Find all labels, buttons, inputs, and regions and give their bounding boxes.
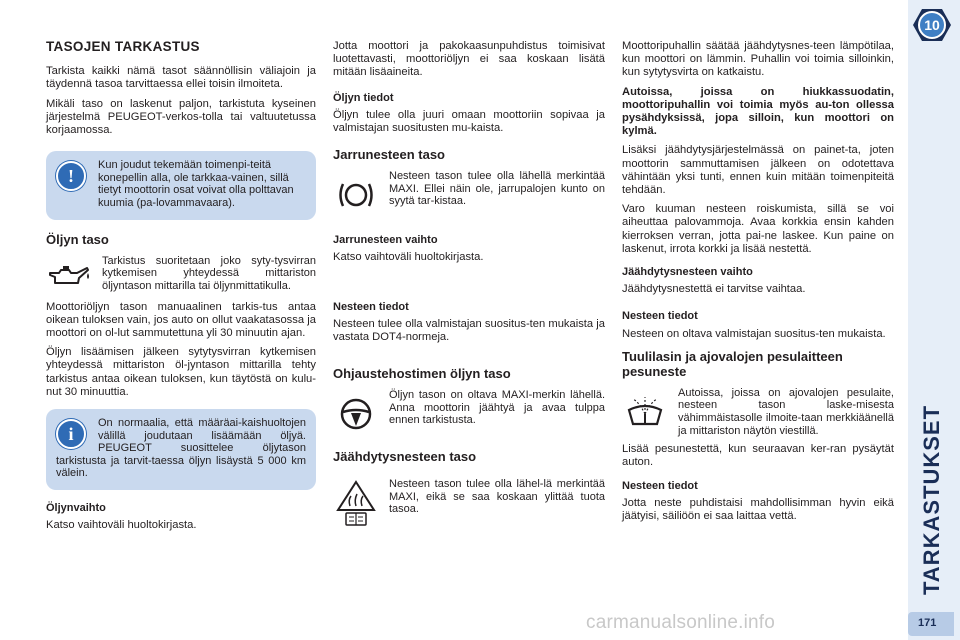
oil-level-text: Tarkistus suoritetaan joko syty-tysvirran kytkemisen yhteydessä mittariston öljyntason mittarilla tai öljynmittatikulla. <box>102 254 316 292</box>
washer-top-up-paragraph: Lisää pesunestettä, kun seuraavan ker-ran pysäytät auton. <box>622 443 894 469</box>
info-note-text: On normaalia, että määräai-kaishuoltojen välillä joudutaan lisäämään öljyä. PEUGEOT suosittelee öljytason tarkistusta ja tarvit-taessa öljyn lisäystä 5 000 km välein. <box>56 417 306 480</box>
warning-note <box>46 151 316 219</box>
washer-fluid-icon <box>622 387 668 437</box>
oil-level-block <box>46 255 316 295</box>
oil-top-up-paragraph: Öljyn lisäämisen jälkeen sytytysvirran kytkemisen yhteydessä mittariston öl-jyntason mittarilla tehty tarkistus antaa oikean tuloksen, kun täytöstä on kulu-nut 30 minuuttia. <box>46 346 316 398</box>
brake-fluid-text: Nesteen tason tulee olla lähellä merkintää MAXI. Ellei näin ole, jarrupalojen kunto on syytä tar-kistaa. <box>389 170 605 208</box>
coolant-level-block <box>333 478 605 528</box>
washer-fluid-text: Autoissa, joissa on ajovalojen pesulaite, nesteen tason laske-misesta vähimmäistasolle ilmoite-taan merkkiäänellä ja mittariston näytön viestillä. <box>678 386 894 437</box>
column-3 <box>622 40 894 529</box>
brake-fluid-info-text: Nesteen tulee olla valmistajan suositus-ten mukaista ja vastata DOT4-normeja. <box>333 317 605 344</box>
brake-fluid-block <box>333 170 605 220</box>
power-steering-text: Öljyn tason on oltava MAXI-merkin lähellä. Anna moottorin jäähtyä ja avaa tulppa ennen tarkistusta. <box>389 389 605 427</box>
washer-info-heading: Nesteen tiedot <box>622 479 698 492</box>
coolant-info-text: Nesteen on oltava valmistajan suositus-ten mukaista. <box>622 327 886 340</box>
coolant-level-heading: Jäähdytysnesteen taso <box>333 449 477 465</box>
oil-level-heading: Öljyn taso <box>46 231 109 247</box>
intro-paragraph: Tarkista kaikki nämä tasot säännöllisin väliajoin ja täydennä tasoa tarvittaessa ellei toisin ilmoiteta. <box>46 65 316 91</box>
hot-fluid-paragraph: Varo kuuman nesteen roiskumista, sillä se voi aiheuttaa palovammoja. Avaa korkkia ensin kahden kierroksen verran, jotta pai-ne laskee. Kun paine on laskenut, irrota korkki ja lisää nestettä. <box>622 203 894 255</box>
coolant-change-text: Jäähdytysnestettä ei tarvitse vaihtaa. <box>622 283 806 296</box>
oil-info-text: Öljyn tulee olla juuri omaan moottoriin sopivaa ja valmistajan suositusten mu-kaista. <box>333 108 605 135</box>
page-number: 171 <box>918 617 937 629</box>
page-title: TASOJEN TARKASTUS <box>46 39 200 54</box>
warning-icon: ! <box>56 161 86 191</box>
chapter-title-text: TARKASTUKSET <box>919 404 944 596</box>
additives-paragraph: Jotta moottori ja pakokaasunpuhdistus toimisivat luotettavasti, moottoriöljyn ei saa koskaan lisätä mitään lisäaineita. <box>333 40 605 79</box>
coolant-level-text: Nesteen tason tulee olla lähel-lä merkintää MAXI, eikä se saa koskaan ylittää tuota tasoa. <box>389 478 605 516</box>
steering-wheel-icon <box>333 389 379 439</box>
washer-fluid-block <box>622 387 894 437</box>
power-steering-heading: Ohjaustehostimen öljyn taso <box>333 366 511 382</box>
warning-note-text: Kun joudut tekemään toimenpi-teitä konepellin alla, ole tarkkaa-vainen, sillä tietyt moottorin osat voivat olla polttavan kuumia (pa-lovammavaara). <box>98 159 294 209</box>
oil-change-heading: Öljynvaihto <box>46 501 106 514</box>
coolant-change-heading: Jäähdytysnesteen vaihto <box>622 266 753 279</box>
pressure-paragraph: Lisäksi jäähdytysjärjestelmässä on painet-ta, joten moottorin sammuttamisen jälkeen on odotettava vähintään yksi tunti, ennen kuin mitään toimenpiteitä tehdään. <box>622 144 894 197</box>
oil-info-heading: Öljyn tiedot <box>333 91 394 104</box>
chapter-badge <box>910 6 954 44</box>
chapter-number: 10 <box>924 17 940 33</box>
coolant-info-heading: Nesteen tiedot <box>622 310 698 323</box>
washer-fluid-heading: Tuulilasin ja ajovalojen pesulaitteen pesuneste <box>622 348 843 379</box>
washer-info-text: Jotta neste puhdistaisi mahdollisimman hyvin eikä jäätyisi, säiliöön ei saa laittaa vettä. <box>622 496 894 523</box>
brake-fluid-change-heading: Jarrunesteen vaihto <box>333 234 438 247</box>
info-note <box>46 409 316 490</box>
intro-paragraph-2: Mikäli taso on laskenut paljon, tarkistuta kyseinen järjestelmä PEUGEOT-verkos-tolla tai valtuutetussa korjaamossa. <box>46 97 316 137</box>
particle-filter-paragraph: Autoissa, joissa on hiukkassuodatin, moottoripuhallin voi toimia myös au-ton ollessa pysähdyksissä, jopa silloin, kun moottori on kylmä. <box>622 85 894 138</box>
info-icon: i <box>56 419 86 449</box>
brake-fluid-heading: Jarrunesteen taso <box>333 147 445 163</box>
oil-change-text: Katso vaihtoväli huoltokirjasta. <box>46 519 197 532</box>
watermark: carmanualsonline.info <box>586 612 776 633</box>
oil-can-icon <box>46 255 92 295</box>
brake-warning-icon <box>333 170 379 220</box>
oil-manual-check-paragraph: Moottoriöljyn tason manuaalinen tarkis-tus antaa oikean tuloksen vain, jos auto on ollut vaakatasossa ja moottori on ol-lut sammutettuna yli 30 minuutin ajan. <box>46 300 316 339</box>
hot-coolant-warning-icon <box>333 478 379 528</box>
power-steering-block <box>333 389 605 439</box>
chapter-title <box>912 400 952 600</box>
column-1 <box>46 40 316 538</box>
brake-fluid-info-heading: Nesteen tiedot <box>333 300 409 313</box>
column-2 <box>333 40 605 534</box>
brake-fluid-change-text: Katso vaihtoväli huoltokirjasta. <box>333 251 484 264</box>
fan-paragraph: Moottoripuhallin säätää jäähdytysnes-teen lämpötilaa, kun moottori on lämmin. Puhallin voi toimia silloinkin, kun sytytysvirta on katkaistu. <box>622 40 894 79</box>
